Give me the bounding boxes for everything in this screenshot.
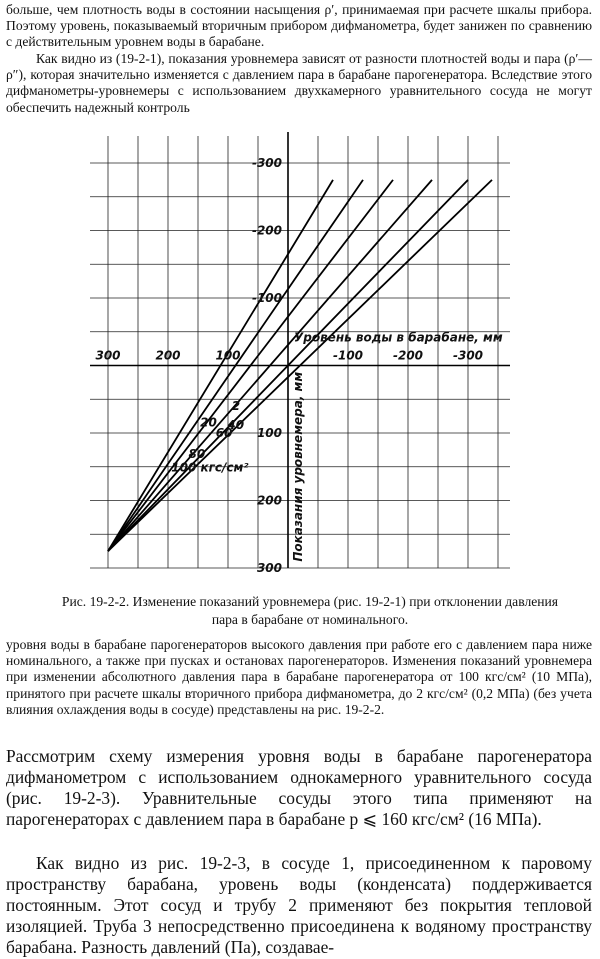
series-label: 40 [227, 418, 245, 433]
paragraph-4: Рассмотрим схему измерения уровня воды в барабане парогенератора дифманометром с использованием однокамерного уравнительного сосуда (рис. 19-2-3). Уравнительные сосуды этого типа применяют на парогенераторах с давлением пара в барабане p ⩽ 160 кгс/см² (16 МПа). [6, 746, 592, 829]
series-label: 20 [200, 415, 217, 430]
paragraph-2: Как видно из (19-2-1), показания уровнемера зависят от разности плотностей воды и пара (ρ′—ρ″), которая значительно изменяется с давлением пара в барабане парогенератора. Вследствие этого дифманометры-уровнемеры с использованием двухкамерного уравнительного сосуда не могут обеспечить надежный контроль [6, 51, 592, 115]
figure-caption: Рис. 19-2-2. Изменение показаний уровнемера (рис. 19-2-1) при отклонении давления пара в барабане от номинального. [61, 594, 559, 627]
x-tick-label: -100 [332, 348, 364, 363]
series-label: 60 [215, 426, 233, 441]
series-label: 100 кгс/см² [171, 460, 249, 475]
x-tick-label: -300 [452, 348, 484, 363]
y-tick-label: -300 [251, 156, 282, 170]
paragraph-5: Как видно из рис. 19-2-3, в сосуде 1, присоединенном к паровому пространству барабана, уровень воды (конденсата) поддерживается постоянным. Этот сосуд и трубу 2 применяют без покрытия тепловой изоляцией. Труба 3 непосредственно присоединена к водяному пространству барабана. Разность давлений (Па), создавае- [6, 853, 592, 957]
y-tick-label: 200 [256, 493, 282, 508]
y-tick-label: 300 [256, 561, 282, 575]
series-label: 80 [188, 446, 206, 461]
y-tick-label: 100 [256, 426, 282, 440]
x-tick-label: 100 [215, 348, 241, 363]
x-tick-label: 300 [95, 348, 121, 363]
paragraph-3: уровня воды в барабане парогенераторов высокого давления при работе его с давлением пара ниже номинального, а также при пусках и остановах парогенераторов. Изменения показаний уровнемера при изменении абсолютного давления пара в барабане парогенератора от 100 кгс/см² (10 МПа), принятого при расчете шкалы вторичного прибора дифманометра, до 2 кгс/см² (0,2 МПа) (без учета влияния охлаждения воды в сосуде) представлены на рис. 19-2-2. [6, 637, 592, 717]
series-label: 2 [231, 398, 241, 413]
y-tick-label: -200 [251, 223, 282, 238]
x-axis-title: Уровень воды в барабане, мм [294, 330, 503, 345]
y-tick-label: -100 [251, 291, 282, 305]
x-tick-label: 200 [155, 348, 181, 363]
y-axis-title: Показания уровнемера, мм [291, 371, 305, 562]
level-deviation-chart [80, 128, 540, 578]
paragraph-1: больше, чем плотность воды в состоянии насыщения ρ′, принимаемая при расчете шкалы прибора. Поэтому уровень, показываемый вторичным прибором дифманометра, будет занижен по сравнению с действительным уровнем воды в барабане. [6, 2, 592, 50]
x-tick-label: -200 [392, 348, 424, 363]
